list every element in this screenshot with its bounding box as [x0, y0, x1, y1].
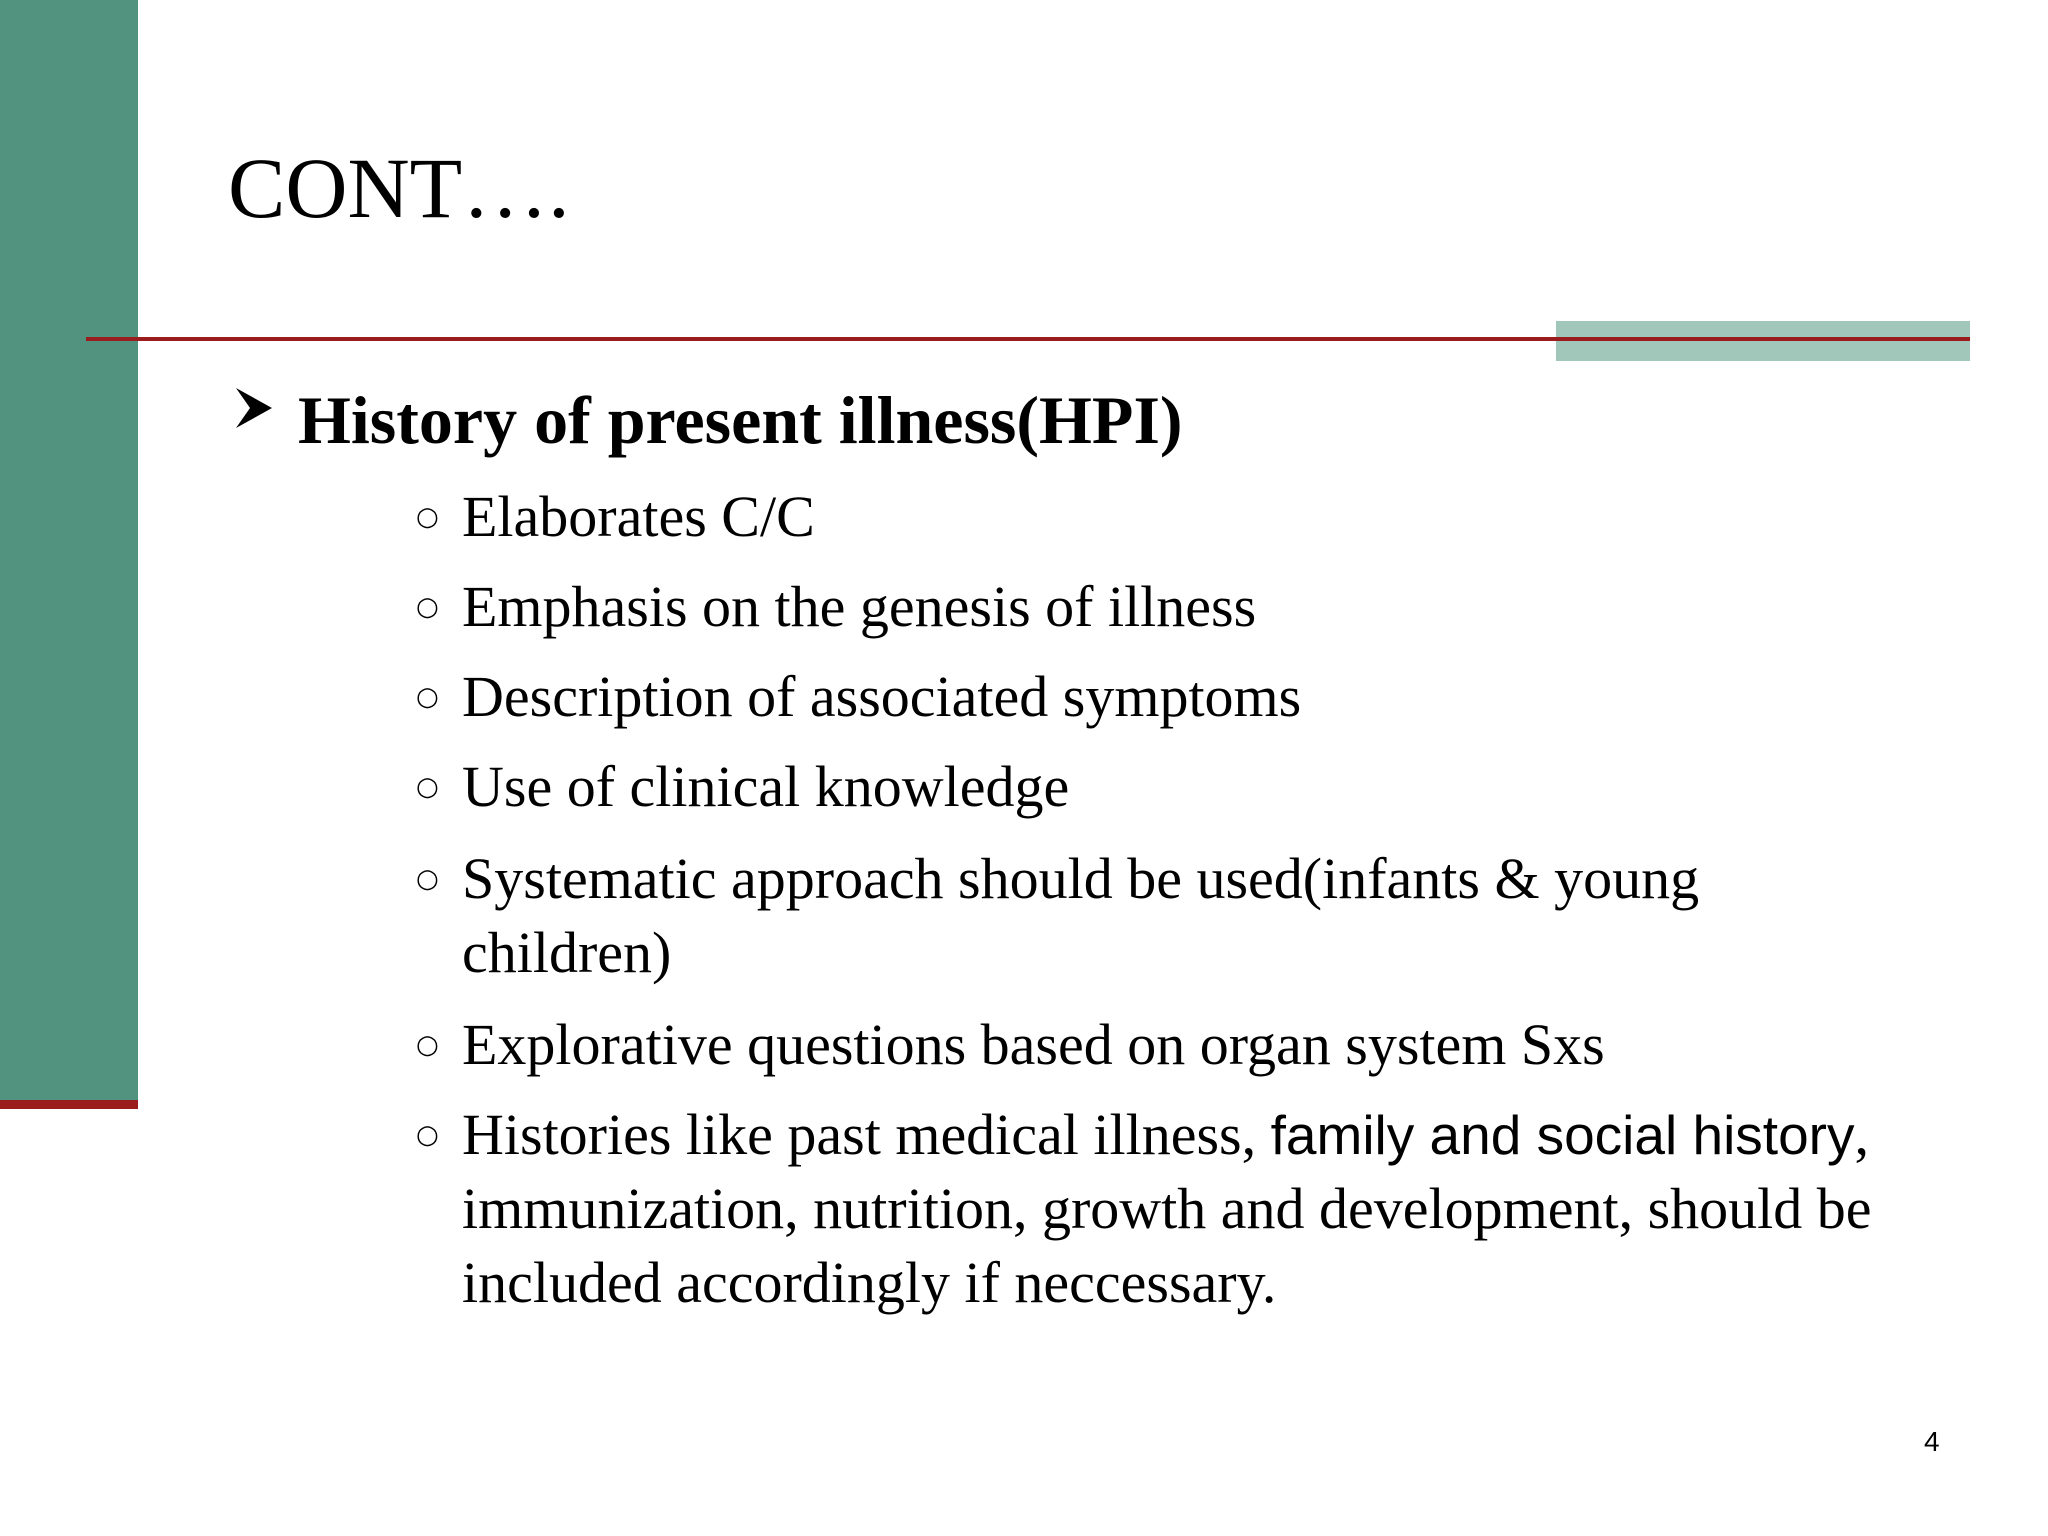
title-rule-accent-block	[1556, 321, 1970, 361]
list-item-text: Systematic approach should be used(infants & young children)	[462, 846, 1700, 985]
circle-bullet-icon: ○	[416, 1120, 439, 1150]
left-side-bar-accent	[0, 1100, 138, 1109]
circle-bullet-icon: ○	[416, 864, 439, 894]
left-side-bar	[0, 0, 138, 1100]
list-item-text: Emphasis on the genesis of illness	[462, 574, 1257, 639]
list-item-text-part: , immunization, nutrition, growth and development, should be included accordingly if neccessary.	[462, 1102, 1872, 1315]
circle-bullet-icon: ○	[416, 682, 439, 712]
arrow-bullet-icon	[232, 380, 282, 440]
slide-title: CONT….	[228, 140, 570, 236]
list-item-text-part-sans: family and social history	[1270, 1104, 1855, 1166]
page-number: 4	[1924, 1426, 1940, 1457]
list-item-text-part: Histories like past medical illness,	[462, 1102, 1271, 1167]
list-item-text: Use of clinical knowledge	[462, 754, 1070, 819]
list-item-text: Explorative questions based on organ system Sxs	[462, 1012, 1605, 1077]
list-item-text	[462, 1098, 1952, 1320]
list-item-text: Description of associated symptoms	[462, 664, 1302, 729]
circle-bullet-icon: ○	[416, 1030, 439, 1060]
circle-bullet-icon: ○	[416, 592, 439, 622]
title-rule-overlay	[1556, 337, 1970, 341]
list-item-text: Elaborates C/C	[462, 484, 815, 549]
circle-bullet-icon: ○	[416, 772, 439, 802]
section-heading: History of present illness(HPI)	[298, 382, 1183, 458]
circle-bullet-icon: ○	[416, 502, 439, 532]
